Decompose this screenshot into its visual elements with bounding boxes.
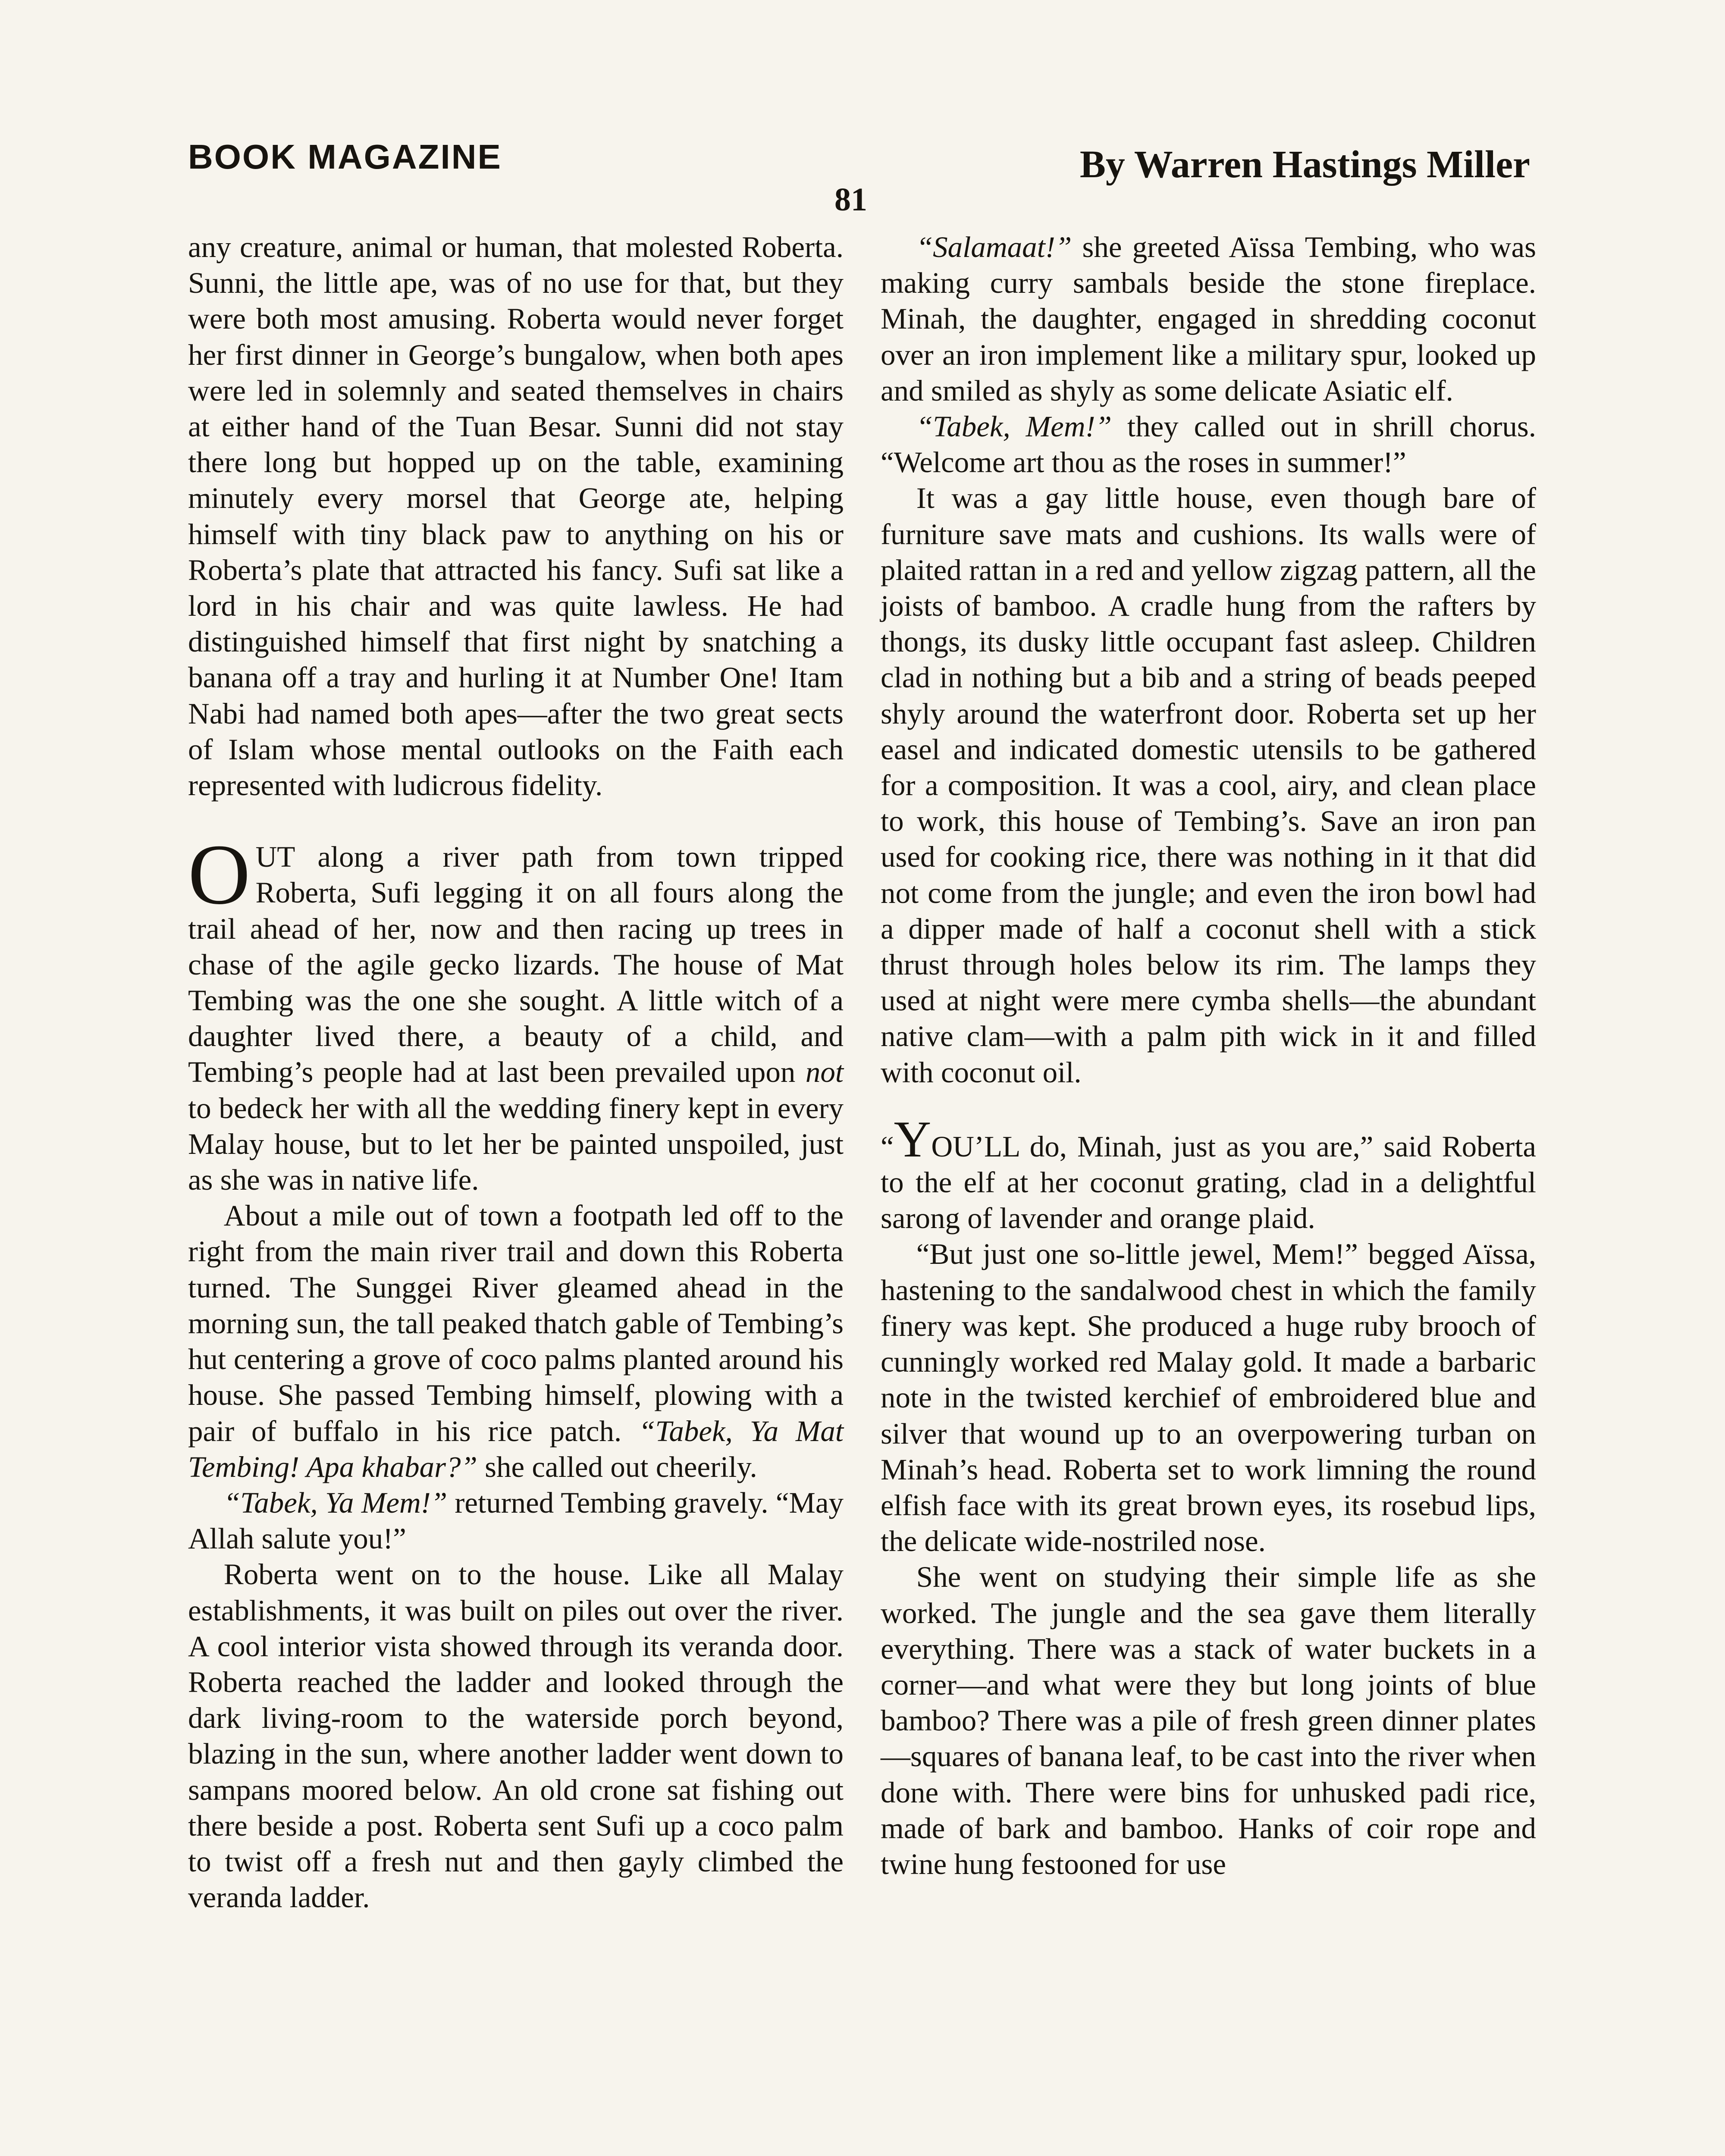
paragraph-text: to bedeck her with all the wedding finery kept in every Malay house, but to let her be painted unspoiled, just as she was in native life. [188,1091,844,1197]
paragraph-text: she called out cheerily. [477,1450,757,1483]
paragraph: “But just one so-little jewel, Mem!” begged Aïssa, hastening to the sandalwood chest in which the family finery was kept. She produced a huge ruby brooch of cunningly worked red Malay gold. It made a barbaric note in the twisted kerchief of embroidered blue and silver that wound up to an overpowering turban on Minah’s head. Roberta set to work limning the round elfish face with its great brown eyes, its rosebud lips, the delicate wide-nostriled nose. [881,1238,1536,1558]
author-byline: By Warren Hastings Miller [1079,143,1530,186]
paragraph: It was a gay little house, even though bare of furniture save mats and cushions. Its walls were of plaited rattan in a red and yellow zigzag pattern, all the joists of bamboo. A cradle hung from the rafters by thongs, its dusky little occupant fast asleep. Children clad in nothing but a bib and a string of beads peeped shyly around the waterfront door. Roberta set up her easel and indicated domestic utensils to be gathered for a composition. It was a cool, airy, and clean place to work, this house of Tembing’s. Save an iron pan used for cooking rice, there was nothing in it that did not come from the jungle; and even the iron bowl had a dipper made of half a coconut shell with a stick thrust through holes below its rim. The lamps they used at night were mere cymba shells—the abundant native clam—with a palm pith wick in it and filled with coconut oil. [881,482,1536,1089]
malay-greeting: “Tabek, Mem!” [916,410,1112,443]
malay-greeting: “Salamaat!” [916,231,1072,263]
magazine-title: BOOK MAGAZINE [188,138,502,176]
paragraph-text: UT along a river path from town tripped Roberta, Sufi legging it on all fours along the trail ahead of her, now and then racing up trees in chase of the agile gecko lizards. The house of Mat Tembing was the one she sought. A little witch of a daughter lived there, a beauty of a child, and Tembing’s people had at last been prevailed upon [188,840,844,1089]
malay-greeting: “Tabek, Ya Mem!” [223,1486,448,1519]
malay-greeting: “Tabek, Ya Mat Tembing! Apa khabar?” [188,1414,844,1483]
paragraph-text: About a mile out of town a footpath led off to the right from the main river trail and down this Roberta turned. The Sunggei River gleamed ahead in the morning sun, the tall peaked thatch gable of Tembing’s hut centering a grove of coco palms planted around his house. She passed Tembing himself, plowing with a pair of buffalo in his rice patch. [188,1199,844,1448]
paragraph-text: she greeted Aïssa Tembing, who was making curry sambals beside the stone fireplace. Minah, the daughter, engaged in shredding coconut over an iron implement like a military spur, looked up and smiled as shyly as some delicate Asiatic elf. [881,231,1536,407]
paragraph: any creature, animal or human, that molested Roberta. Sunni, the little ape, was of no use for that, but they were both most amusing. Roberta would never forget her first dinner in George’s bungalow, when both apes were led in solemnly and seated themselves in chairs at either hand of the Tuan Besar. Sunni did not stay there long but hopped up on the table, examining minutely every morsel that George ate, helping himself with tiny black paw to anything on his or Roberta’s plate that attracted his fancy. Sufi sat like a lord in his chair and was quite lawless. He had distinguished himself that first night by snatching a banana off a tray and hurling it at Number One! Itam Nabi had named both apes—after the two great sects of Islam whose mental outlooks on the Faith each represented with ludicrous fidelity. [188,231,844,802]
section-opening-paragraph [188,827,844,1198]
emphasis-text: not [805,1056,844,1089]
right-column [881,229,1536,1882]
paragraph [188,1485,844,1557]
paragraph-text: OU’LL do, Minah, just as you are,” said Roberta to the elf at her coconut grating, clad in a delightful sarong of lavender and orange plaid. [881,1130,1536,1235]
page-number: 81 [834,182,867,218]
paragraph-text: they called out in shrill chorus. “Welcome art thou as the roses in summer!” [881,410,1537,479]
left-column [188,229,844,1915]
drop-cap: Y [894,1110,932,1168]
paragraph: Roberta went on to the house. Like all Malay establishments, it was built on piles out over the river. A cool interior vista showed through its veranda door. Roberta reached the ladder and looked through the dark living-room to the waterside porch beyond, blazing in the sun, where another ladder went down to sampans moored below. An old crone sat fishing out there beside a post. Roberta sent Sufi up a coco palm to twist off a fresh nut and then gayly climbed the veranda ladder. [188,1558,844,1914]
paragraph [188,1198,844,1485]
section-opening-paragraph [881,1110,1536,1237]
paragraph-text: returned Tembing gravely. “May Allah salute you!” [188,1486,844,1555]
paragraph [881,409,1536,480]
paragraph: She went on studying their simple life as she worked. The jungle and the sea gave them literally everything. There was a stack of water buckets in a corner—and what were they but long joints of blue bamboo? There was a pile of fresh green dinner plates—squares of banana leaf, to be cast into the river when done with. There were bins for unhusked padi rice, made of bark and bamboo. Hanks of coir rope and twine hung festooned for use [881,1561,1536,1880]
opening-quote: “ [881,1130,894,1163]
drop-cap: O [188,827,251,923]
paragraph [881,229,1536,409]
